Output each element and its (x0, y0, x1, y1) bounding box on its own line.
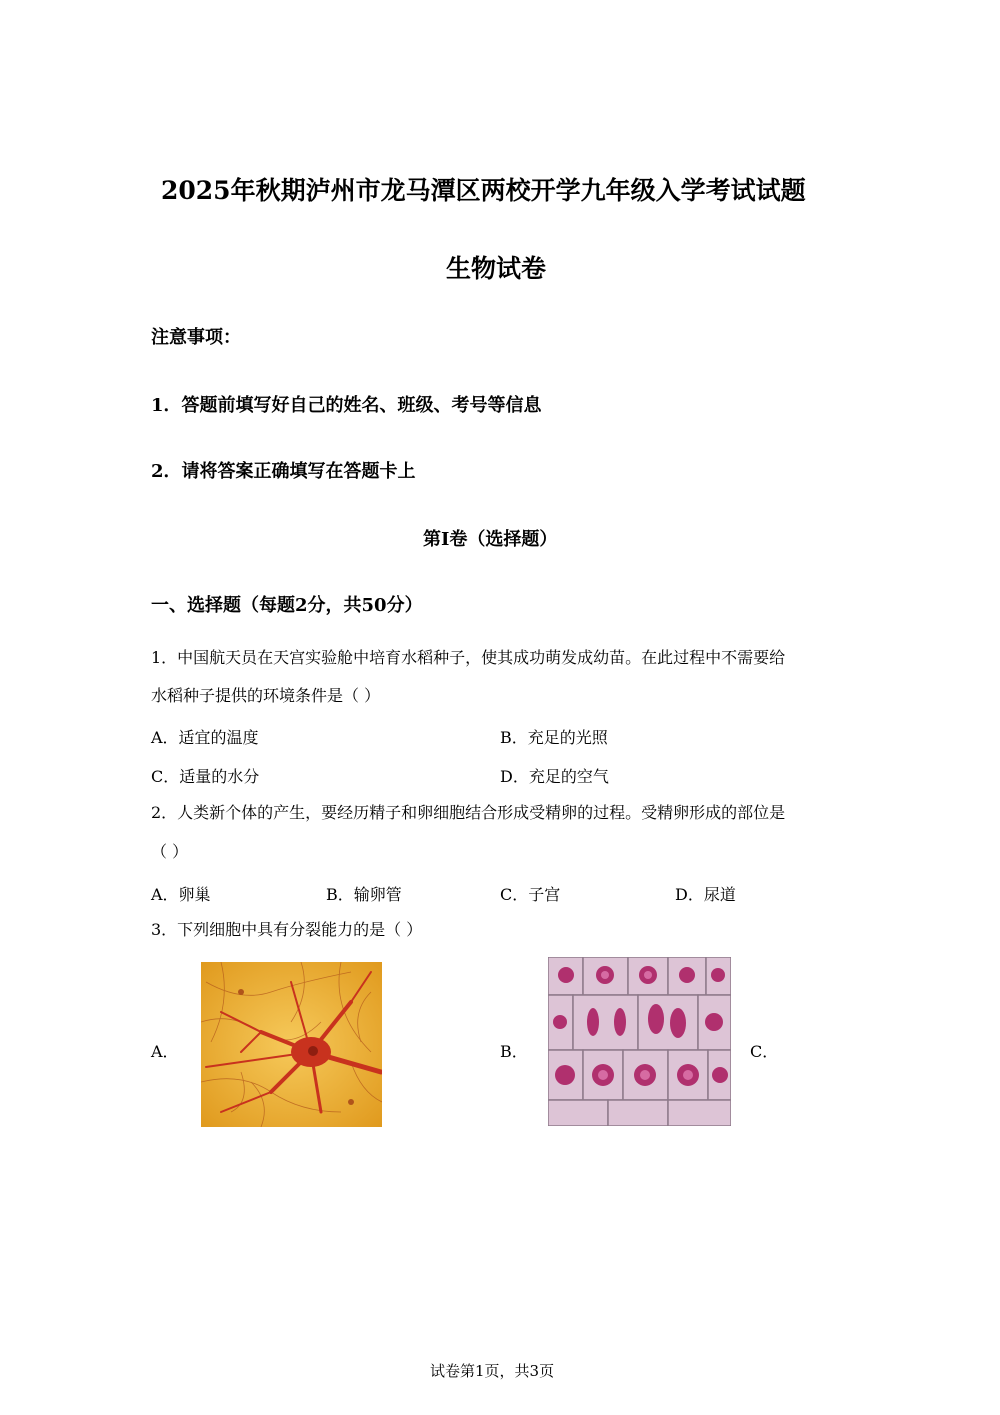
question-3-option-a: A． (151, 1042, 179, 1061)
mitosis-cells-image (548, 957, 731, 1126)
question-2-option-d: D．尿道 (675, 885, 736, 904)
question-3-line-1: 3．下列细胞中具有分裂能力的是（ ） (151, 920, 423, 939)
question-2-line-1: 2．人类新个体的产生，要经历精子和卵细胞结合形成受精卵的过程。受精卵形成的部位是 (151, 803, 786, 822)
exam-subtitle: 生物试卷 (446, 254, 547, 283)
notice-item-1: 1．答题前填写好自己的姓名、班级、考号等信息 (151, 395, 542, 416)
question-2-line-2: （ ） (151, 842, 189, 861)
exam-title: 2025年秋期泸州市龙马潭区两校开学九年级入学考试试题 (161, 176, 806, 205)
question-1-option-d: D．充足的空气 (500, 767, 609, 786)
notice-item-2: 2．请将答案正确填写在答题卡上 (151, 461, 416, 482)
question-2-option-a: A．卵巢 (151, 885, 211, 904)
question-1-option-b: B．充足的光照 (500, 728, 608, 747)
question-1-line-2: 水稻种子提供的环境条件是（ ） (151, 686, 381, 705)
question-1-option-c: C．适量的水分 (151, 767, 260, 786)
question-1-line-1: 1．中国航天员在天宫实验舱中培育水稻种子，使其成功萌发成幼苗。在此过程中不需要给 (151, 648, 786, 667)
question-3-option-c: C． (750, 1042, 779, 1061)
notice-heading: 注意事项： (151, 327, 241, 348)
part-title: 第I卷（选择题） (423, 529, 558, 550)
question-3-option-b: B． (500, 1042, 528, 1061)
neuron-image (201, 962, 382, 1127)
section-title: 一、选择题（每题2分，共50分） (151, 595, 423, 616)
question-1-option-a: A．适宜的温度 (151, 728, 259, 747)
question-2-option-c: C．子宫 (500, 885, 561, 904)
page-footer: 试卷第1页，共3页 (430, 1362, 555, 1380)
question-2-option-b: B．输卵管 (326, 885, 402, 904)
